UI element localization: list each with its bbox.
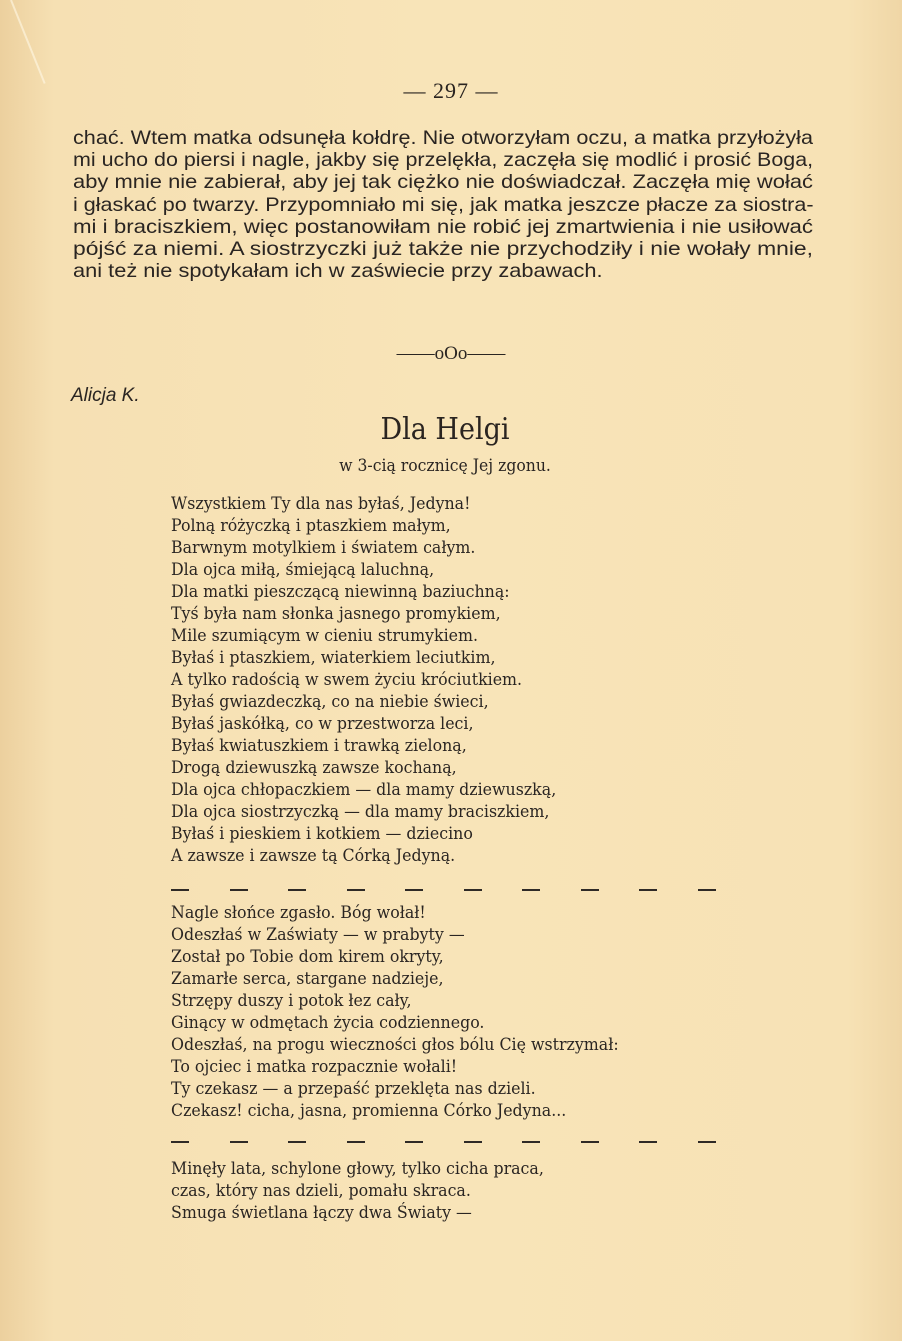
verse-line: Czekasz! cicha, jasna, promienna Córko Jedyna... xyxy=(171,1101,567,1121)
verse-line: Odeszłaś w Zaświaty — w prabyty — xyxy=(171,925,465,945)
verse-line: Mile szumiącym w cieniu strumykiem. xyxy=(171,626,479,646)
prose-paragraph xyxy=(73,127,813,282)
stanza-1 xyxy=(171,493,585,867)
verse-line: Smuga świetlana łączy dwa Światy — xyxy=(171,1203,472,1223)
stanza-2 xyxy=(171,902,652,1122)
verse-line: Polną różyczką i ptaszkiem małym, xyxy=(171,516,451,536)
verse-line: Odeszłaś, na progu wieczności głos bólu Cię wstrzymał: xyxy=(171,1035,619,1055)
verse-line: Byłaś jaskółką, co w przestworza leci, xyxy=(171,714,474,734)
verse-line: Strzępy duszy i potok łez cały, xyxy=(171,991,412,1011)
verse-line: Wszystkiem Ty dla nas byłaś, Jedyna! xyxy=(171,494,471,514)
verse-line: Byłaś kwiatuszkiem i trawką zieloną, xyxy=(171,736,467,756)
poem-author: Alicja K. xyxy=(71,385,140,406)
verse-line: Ginący w odmętach życia codziennego. xyxy=(171,1013,485,1033)
verse-line: Dla ojca miłą, śmiejącą laluchną, xyxy=(171,560,435,580)
verse-line: Został po Tobie dom kirem okryty, xyxy=(171,947,444,967)
prose-line: chać. Wtem matka odsunęła kołdrę. Nie otworzyłam oczu, a matka przyłożyła xyxy=(73,127,813,149)
verse-line: Nagle słońce zgasło. Bóg wołał! xyxy=(171,903,426,923)
verse-line: Ty czekasz — a przepaść przeklęta nas dzieli. xyxy=(171,1079,536,1099)
stanza-divider xyxy=(171,1141,716,1143)
verse-line: A tylko radością w swem życiu króciutkiem. xyxy=(171,670,523,690)
stanza-3 xyxy=(171,1158,572,1224)
verse-line: Dla matki pieszczącą niewinną baziuchną: xyxy=(171,582,510,602)
paper-fold-mark xyxy=(10,0,46,84)
prose-line: i głaskać po twarzy. Przypomniało mi się, jak matka jeszcze płacze za siostra- xyxy=(73,193,814,216)
prose-line: pójść za niemi. A siostrzyczki już także nie przychodziły i nie wołały mnie, xyxy=(73,238,813,261)
stanza-divider xyxy=(171,889,716,891)
verse-line: Byłaś i ptaszkiem, wiaterkiem leciutkim, xyxy=(171,648,496,668)
verse-line: A zawsze i zawsze tą Córką Jedyną. xyxy=(171,846,456,866)
verse-line: Barwnym motylkiem i światem całym. xyxy=(171,538,476,558)
verse-line: To ojciec i matka rozpacznie wołali! xyxy=(171,1057,458,1077)
verse-line: Minęły lata, schylone głowy, tylko cicha praca, xyxy=(171,1159,544,1179)
verse-line: Byłaś i pieskiem i kotkiem — dziecino xyxy=(171,824,473,844)
prose-line: mi ucho do piersi i nagle, jakby się przelękła, zaczęła się modlić i prosić Boga, xyxy=(73,149,814,172)
prose-line: ani też nie spotykałam ich w zaświecie przy zabawach. xyxy=(73,260,603,283)
verse-line: Zamarłe serca, stargane nadzieje, xyxy=(171,969,444,989)
poem-subtitle: w 3-cią rocznicę Jej zgonu. xyxy=(339,456,551,476)
poem-title: Dla Helgi xyxy=(380,412,510,447)
verse-line: Dla ojca siostrzyczką — dla mamy braciszkiem, xyxy=(171,802,550,822)
verse-line: Tyś była nam słonka jasnego promykiem, xyxy=(171,604,501,624)
verse-line: Dla ojca chłopaczkiem — dla mamy dziewuszką, xyxy=(171,780,557,800)
verse-line: czas, który nas dzieli, pomału skraca. xyxy=(171,1181,471,1201)
prose-line: aby mnie nie zabierał, aby jej tak ciężko nie doświadczał. Zaczęła mię wołać xyxy=(73,171,813,194)
verse-line: Byłaś gwiazdeczką, co na niebie świeci, xyxy=(171,692,489,712)
prose-line: mi i braciszkiem, więc postanowiłam nie robić jej zmartwienia i nie usiłować xyxy=(73,215,814,238)
page-number: — 297 — xyxy=(403,78,499,103)
verse-line: Drogą dziewuszką zawsze kochaną, xyxy=(171,758,457,778)
section-separator: ——oOo—— xyxy=(396,343,506,364)
